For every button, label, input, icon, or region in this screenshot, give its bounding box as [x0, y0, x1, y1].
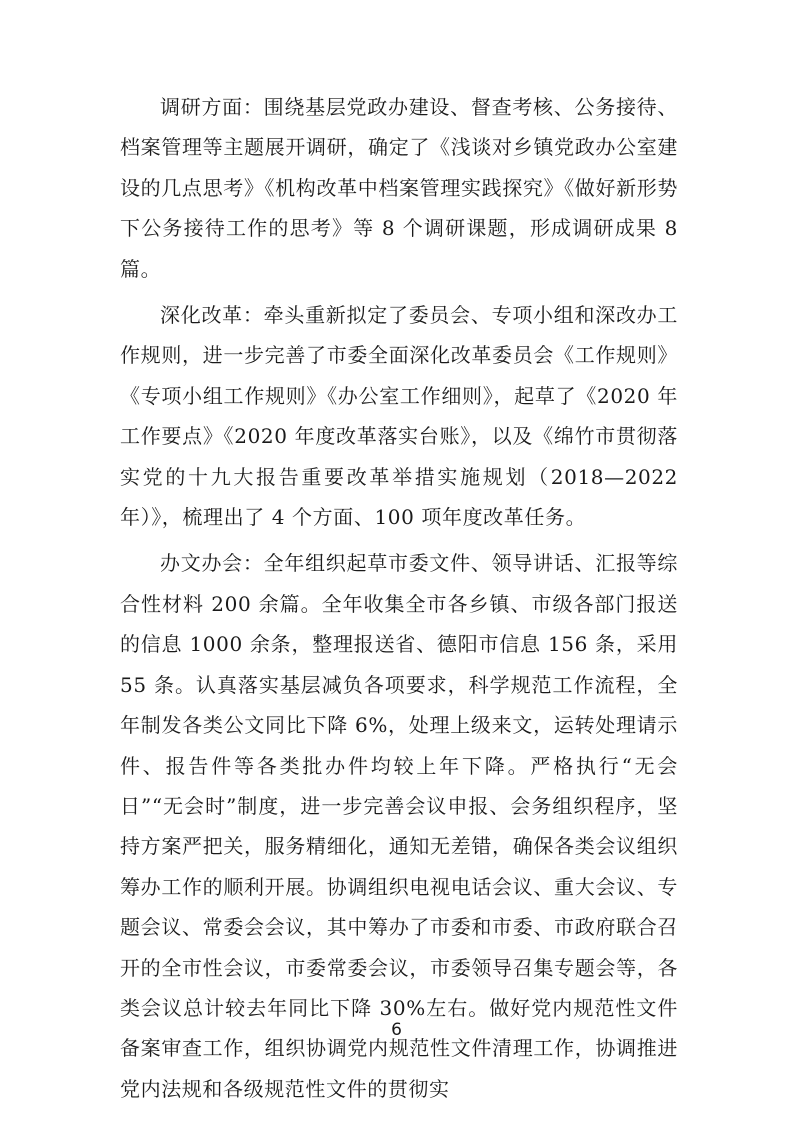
page-number: 6 — [391, 1020, 402, 1040]
document-body — [120, 87, 678, 1115]
paragraph-research: 调研方面：围绕基层党政办建设、督查考核、公务接待、档案管理等主题展开调研，确定了《浅谈对乡镇党政办公室建设的几点思考》《机构改革中档案管理实践探究》《做好新形势下公务接待工作的思考》等 8 个调研课题，形成调研成果 8 篇。 — [120, 95, 678, 281]
paragraph-documents-meetings: 办文办会：全年组织起草市委文件、领导讲话、汇报等综合性材料 200 余篇。全年收集全市各乡镇、市级各部门报送的信息 1000 余条，整理报送省、德阳市信息 156 条，采用 55 条。认真落实基层减负各项要求，科学规范工作流程，全年制发各类公文同比下降 6%，处理上级来文，运转处理请示件、报告件等各类批办件均较上年下降。严格执行“无会日”“无会时”制度，进一步完善会议申报、会务组织程序，坚持方案严把关，服务精细化，通知无差错，确保各类会议组织筹办工作的顺利开展。协调组织电视电话会议、重大会议、专题会议、常委会会议，其中筹办了市委和市委、市政府联合召开的全市性会议，市委常委会议，市委领导召集专题会等，各类会议总计较去年同比下降 30%左右。做好党内规范性文件备案审查工作，组织协调党内规范性文件清理工作，协调推进党内法规和各级规范性文件的贯彻实 — [120, 551, 678, 1101]
paragraph-reform: 深化改革：牵头重新拟定了委员会、专项小组和深改办工作规则，进一步完善了市委全面深化改革委员会《工作规则》《专项小组工作规则》《办公室工作细则》，起草了《2020 年工作要点》《2020 年度改革落实台账》，以及《绵竹市贯彻落实党的十九大报告重要改革举措实施规划（2018—2022 年）》，梳理出了 4 个方面、100 项年度改革任务。 — [120, 303, 678, 530]
